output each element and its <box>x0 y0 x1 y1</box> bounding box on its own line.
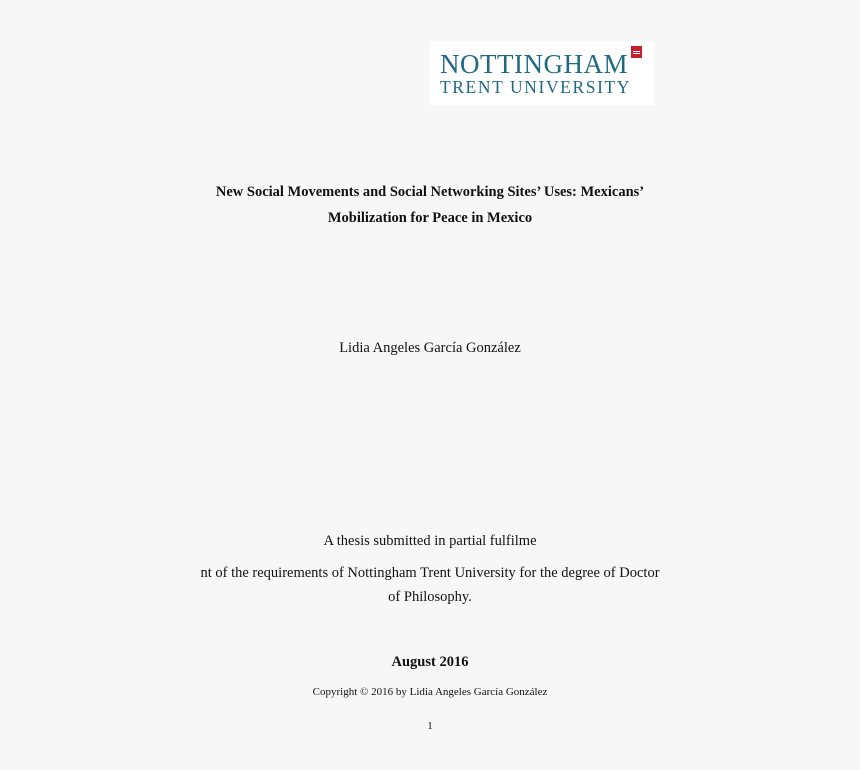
page-number: 1 <box>427 720 433 732</box>
thesis-statement-line-1: A thesis submitted in partial fulfilme <box>323 533 537 549</box>
submission-date: August 2016 <box>391 654 469 670</box>
university-logo <box>430 41 654 105</box>
ntu-badge-icon <box>631 46 642 58</box>
thesis-title-line-2: Mobilization for Peace in Mexico <box>327 210 533 226</box>
thesis-statement-line-3: of Philosophy. <box>388 589 472 605</box>
copyright-notice: Copyright © 2016 by Lidia Angeles García González <box>312 686 548 698</box>
logo-wordmark-nottingham: NOTTINGHAM <box>440 49 628 79</box>
thesis-title-line-1: New Social Movements and Social Networking Sites’ Uses: Mexicans’ <box>215 184 645 200</box>
author-name: Lidia Angeles García González <box>339 340 521 356</box>
logo-wordmark-trent-university: TRENT UNIVERSITY <box>440 77 632 97</box>
thesis-statement-line-2: nt of the requirements of Nottingham Trent University for the degree of Doctor <box>200 565 660 581</box>
